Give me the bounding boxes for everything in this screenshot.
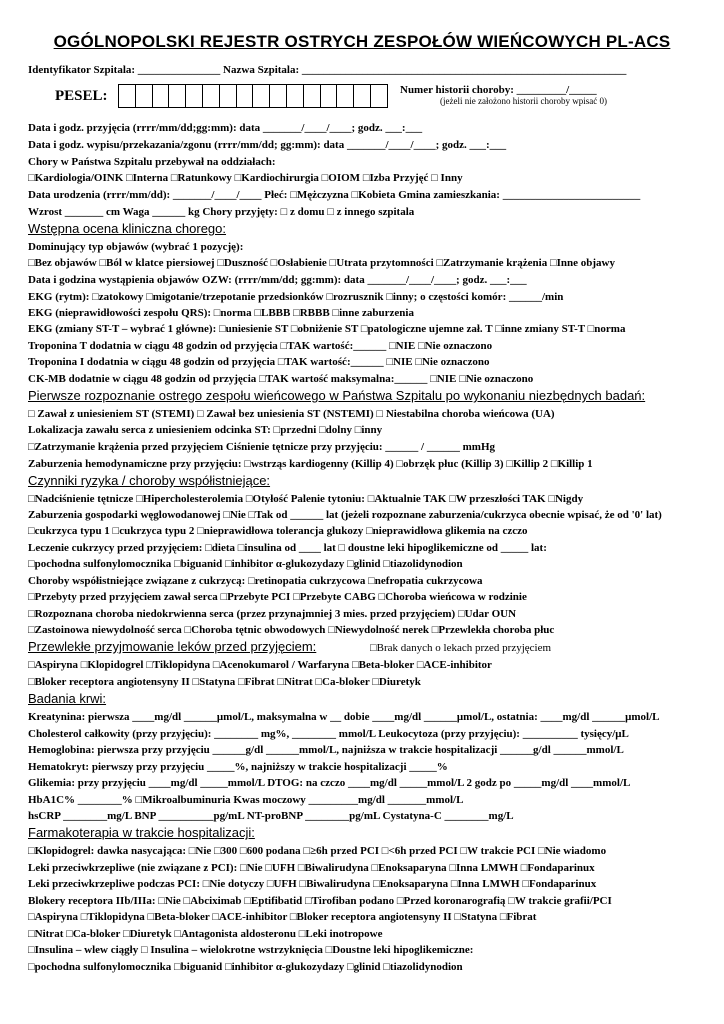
section-heading: Farmakoterapia w trakcie hospitalizacji: [28,825,255,840]
form-line[interactable]: □Klopidogrel: dawka nasycająca: □Nie □300 □600 podana □≥6h przed PCI □<6h przed PCI □W trakcie PCI □Nie wiadomo [28,845,607,857]
section-heading: Przewlekłe przyjmowanie leków przed przyjęciem: [28,639,317,654]
section-heading: Badania krwi: [28,691,107,706]
form-line[interactable]: Lokalizacja zawału serca z uniesieniem odcinka ST: □przedni □dolny □inny [28,424,383,436]
form-line[interactable]: □Rozpoznana choroba niedokrwienna serca (przez przynajmniej 3 mies. przed przyjęciem) □Udar OUN [28,608,517,620]
form-line: Chory w Państwa Szpitalu przebywał na oddziałach: [28,156,276,168]
form-line[interactable]: Troponina T dodatnia w ciągu 48 godzin od przyjęcia □TAK wartość:______ □NIE □Nie oznaczono [28,340,493,352]
form-line[interactable]: Data i godzina wystąpienia objawów OZW: (rrrr/mm/dd; gg:mm): data _______/____/____; godz. ___:___ [28,274,527,286]
form-line[interactable]: □cukrzyca typu 1 □cukrzyca typu 2 □nieprawidłowa tolerancja glukozy □nieprawidłowa glikemia na czczo [28,525,528,537]
form-line[interactable]: Data i godz. przyjęcia (rrrr/mm/dd;gg:mm): data _______/____/____; godz. ___:___ [28,122,423,134]
form-line[interactable]: □Insulina – wlew ciągły □ Insulina – wielokrotne wstrzyknięcia □Doustne leki hipoglikemiczne: [28,944,474,956]
form-line[interactable]: Choroby współistniejące związane z cukrzycą: □retinopatia cukrzycowa □nefropatia cukrzycowa [28,575,483,587]
form-line[interactable]: □Zastoinowa niewydolność serca □Choroba tętnic obwodowych □Niewydolność nerek □Przewlekła choroba płuc [28,624,555,636]
form-line[interactable]: Cholesterol całkowity (przy przyjęciu): ________ mg%, ________ mmol/L Leukocytoza (przy przyjęciu): __________ tysięcy/μL [28,728,629,740]
form-line[interactable]: Kreatynina: pierwsza ____mg/dl ______μmol/L, maksymalna w __ dobie ____mg/dl ______μmol/L, ostatnia: ____mg/dl ______μmol/L [28,711,660,723]
no-data-drugs-checkbox[interactable]: □Brak danych o lekach przed przyjęciem [370,642,552,654]
section-heading: Czynniki ryzyka / choroby współistniejące: [28,473,271,488]
form-line[interactable]: HbA1C% ________% □Mikroalbuminuria Kwas moczowy _________mg/dl _______mmol/L [28,794,464,806]
history-number-label: Numer historii choroby: _________/_____ [400,84,597,96]
page-title: OGÓLNOPOLSKI REJESTR OSTRYCH ZESPOŁÓW WIEŃCOWYCH PL-ACS [53,32,671,51]
form-line[interactable]: Hematokryt: pierwszy przy przyjęciu _____%, najniższy w trakcie hospitalizacji _____% [28,761,448,773]
form-line[interactable]: □ Zawał z uniesieniem ST (STEMI) □ Zawał bez uniesienia ST (NSTEMI) □ Niestabilna choroba wieńcowa (UA) [28,408,555,420]
form-line[interactable]: hsCRP ________mg/L BNP __________pg/mL NT-proBNP ________pg/mL Cystatyna-C ________mg/L [28,810,514,822]
form-line[interactable]: Leczenie cukrzycy przed przyjęciem: □dieta □insulina od ____ lat □ doustne leki hipoglikemiczne od _____ lat: [28,542,547,554]
section-heading: Wstępna ocena kliniczna chorego: [28,221,227,236]
history-number-field[interactable] [400,84,607,106]
pesel-label: PESEL: [55,88,108,104]
form-line[interactable]: Glikemia: przy przyjęciu ____mg/dl _____mmol/L DTOG: na czczo ____mg/dl _____mmol/L 2 godz po _____mg/dl ____mmol/L [28,777,631,789]
form-line[interactable]: Leki przeciwkrzepliwe podczas PCI: □Nie dotyczy □UFH □Biwalirudyna □Enoksaparyna □Inna LMWH □Fondaparinux [28,878,597,890]
form-line[interactable]: Data urodzenia (rrrr/mm/dd): _______/____/____ Płeć: □Mężczyzna □Kobieta Gmina zamieszkania: _________________________ [28,189,641,201]
form-line[interactable]: □Aspiryna □Klopidogrel □Tiklopidyna □Acenokumarol / Warfaryna □Beta-bloker □ACE-inhibitor [28,659,492,671]
form-line[interactable]: Troponina I dodatnia w ciągu 48 godzin od przyjęcia □TAK wartość:______ □NIE □Nie oznaczono [28,356,490,368]
form-line[interactable]: Zaburzenia gospodarki węglowodanowej □Nie □Tak od ______ lat (jeżeli rozpoznane zaburzenia/cukrzyca obecnie wpisać, że od '0' lat) [28,509,662,521]
pesel-input[interactable] [118,84,387,108]
form-line[interactable]: □Zatrzymanie krążenia przed przyjęciem Ciśnienie tętnicze przy przyjęciu: ______ / ______ mmHg [28,441,496,453]
form-line[interactable]: Blokery receptora IIb/IIIa: □Nie □Abciximab □Eptifibatid □Tirofiban podano □Przed koronarografią □W trakcie grafii/PCI [28,895,612,907]
form-line[interactable]: EKG (rytm): □zatokowy □migotanie/trzepotanie przedsionków □rozrusznik □inny; o częstości komór: ______/min [28,291,564,303]
form-line[interactable]: CK-MB dodatnie w ciągu 48 godzin od przyjęcia □TAK wartość maksymalna:______ □NIE □Nie oznaczono [28,373,534,385]
form-line: Dominujący typ objawów (wybrać 1 pozycję): [28,241,244,253]
form-line[interactable]: EKG (nieprawidłowości zespołu QRS): □norma □LBBB □RBBB □inne zaburzenia [28,307,414,319]
form-line[interactable]: □pochodna sulfonylomocznika □biguanid □inhibitor α-glukozydazy □glinid □tiazolidynodion [28,961,463,973]
form-line[interactable]: □Aspiryna □Tiklopidyna □Beta-bloker □ACE-inhibitor □Bloker receptora angiotensyny II □Statyna □Fibrat [28,911,537,923]
form-line[interactable]: Zaburzenia hemodynamiczne przy przyjęciu: □wstrząs kardiogenny (Killip 4) □obrzęk płuc (Killip 3) □Killip 2 □Killip 1 [28,458,593,470]
form-line[interactable]: □Kardiologia/OINK □Interna □Ratunkowy □Kardiochirurgia □OIOM □Izba Przyjęć □ Inny [28,172,463,184]
form-line[interactable]: □Przebyty przed przyjęciem zawał serca □Przebyte PCI □Przebyte CABG □Choroba wieńcowa w rodzinie [28,591,527,603]
form-line[interactable]: □Bez objawów □Ból w klatce piersiowej □Duszność □Osłabienie □Utrata przytomności □Zatrzymanie krążenia □Inne objawy [28,257,615,269]
section-heading: Pierwsze rozpoznanie ostrego zespołu wieńcowego w Państwa Szpitalu po wykonaniu niezbędnych badań: [28,388,646,403]
form-line[interactable]: □pochodna sulfonylomocznika □biguanid □inhibitor α-glukozydazy □glinid □tiazolidynodion [28,558,463,570]
form-line[interactable]: Leki przeciwkrzepliwe (nie związane z PCI): □Nie □UFH □Biwalirudyna □Enoksaparyna □Inna LMWH □Fondaparinux [28,862,595,874]
form-line[interactable]: □Nitrat □Ca-bloker □Diuretyk □Antagonista aldosteronu □Leki inotropowe [28,928,383,940]
form-line[interactable]: □Bloker receptora angiotensyny II □Statyna □Fibrat □Nitrat □Ca-bloker □Diuretyk [28,676,421,688]
form-line[interactable]: Hemoglobina: pierwsza przy przyjęciu ______g/dl ______mmol/L, najniższa w trakcie hospitalizacji ______g/dl ______mmol/L [28,744,624,756]
form-line[interactable]: □Nadciśnienie tętnicze □Hipercholesterolemia □Otyłość Palenie tytoniu: □Aktualnie TAK □W przeszłości TAK □Nigdy [28,493,584,505]
hospital-id-line[interactable]: Identyfikator Szpitala: _______________ Nazwa Szpitala: ___________________________________________________________ [28,64,627,76]
form-line[interactable]: EKG (zmiany ST-T – wybrać 1 główne): □uniesienie ST □obniżenie ST □patologiczne ujemne zał. T □inne zmiany ST-T □norma [28,323,626,335]
form-line[interactable]: Wzrost _______ cm Waga ______ kg Chory przyjęty: □ z domu □ z innego szpitala [28,206,415,218]
history-number-note: (jeżeli nie założono historii choroby wpisać 0) [440,96,607,106]
form-line[interactable]: Data i godz. wypisu/przekazania/zgonu (rrrr/mm/dd; gg:mm): data _______/____/____; godz. ___:___ [28,139,507,151]
